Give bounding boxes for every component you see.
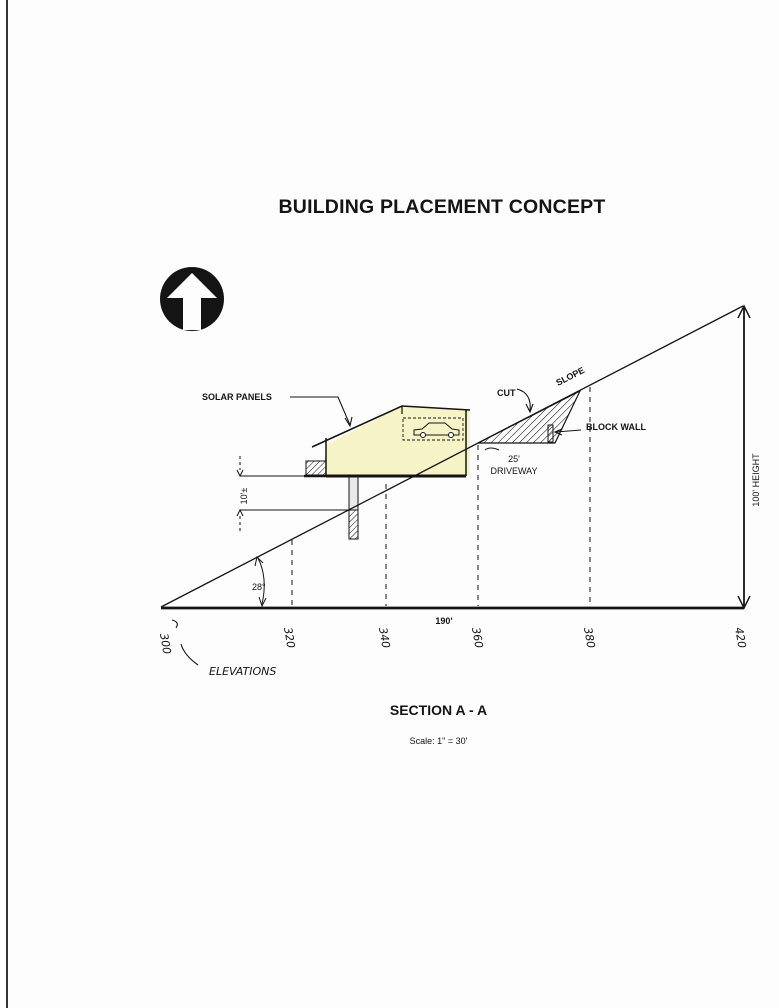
block-wall xyxy=(548,425,553,442)
scale-label: Scale: 1" = 30' xyxy=(409,736,468,746)
angle-label: 28° xyxy=(252,582,266,592)
run-label: 190' xyxy=(435,616,453,626)
cut-label: CUT xyxy=(497,388,516,398)
elevation-label: 360 xyxy=(469,626,486,650)
page-title: BUILDING PLACEMENT CONCEPT xyxy=(278,196,606,218)
elevation-label: 420 xyxy=(732,626,749,650)
clearance-label: 10'± xyxy=(239,487,249,505)
elevation-label: 380 xyxy=(581,626,598,650)
section-title: SECTION A - A xyxy=(389,702,488,718)
slope-label: SLOPE xyxy=(554,365,587,388)
height-label: 100' HEIGHT xyxy=(751,453,761,507)
elevation-label: 320 xyxy=(281,626,298,650)
solar-panels-label: SOLAR PANELS xyxy=(202,392,272,402)
slope-line xyxy=(161,306,743,607)
elevations-caption: ELEVATIONS xyxy=(209,665,277,678)
block-wall-label: BLOCK WALL xyxy=(586,422,646,432)
elevation-label: 340 xyxy=(376,626,393,650)
building xyxy=(312,406,470,476)
north-arrow-icon xyxy=(160,267,224,331)
height-dimension xyxy=(738,306,750,608)
driveway-label: DRIVEWAY xyxy=(490,466,538,476)
driveway-width-label: 25' xyxy=(508,454,520,464)
elevation-label: 300 xyxy=(157,632,174,656)
deck xyxy=(304,461,326,476)
